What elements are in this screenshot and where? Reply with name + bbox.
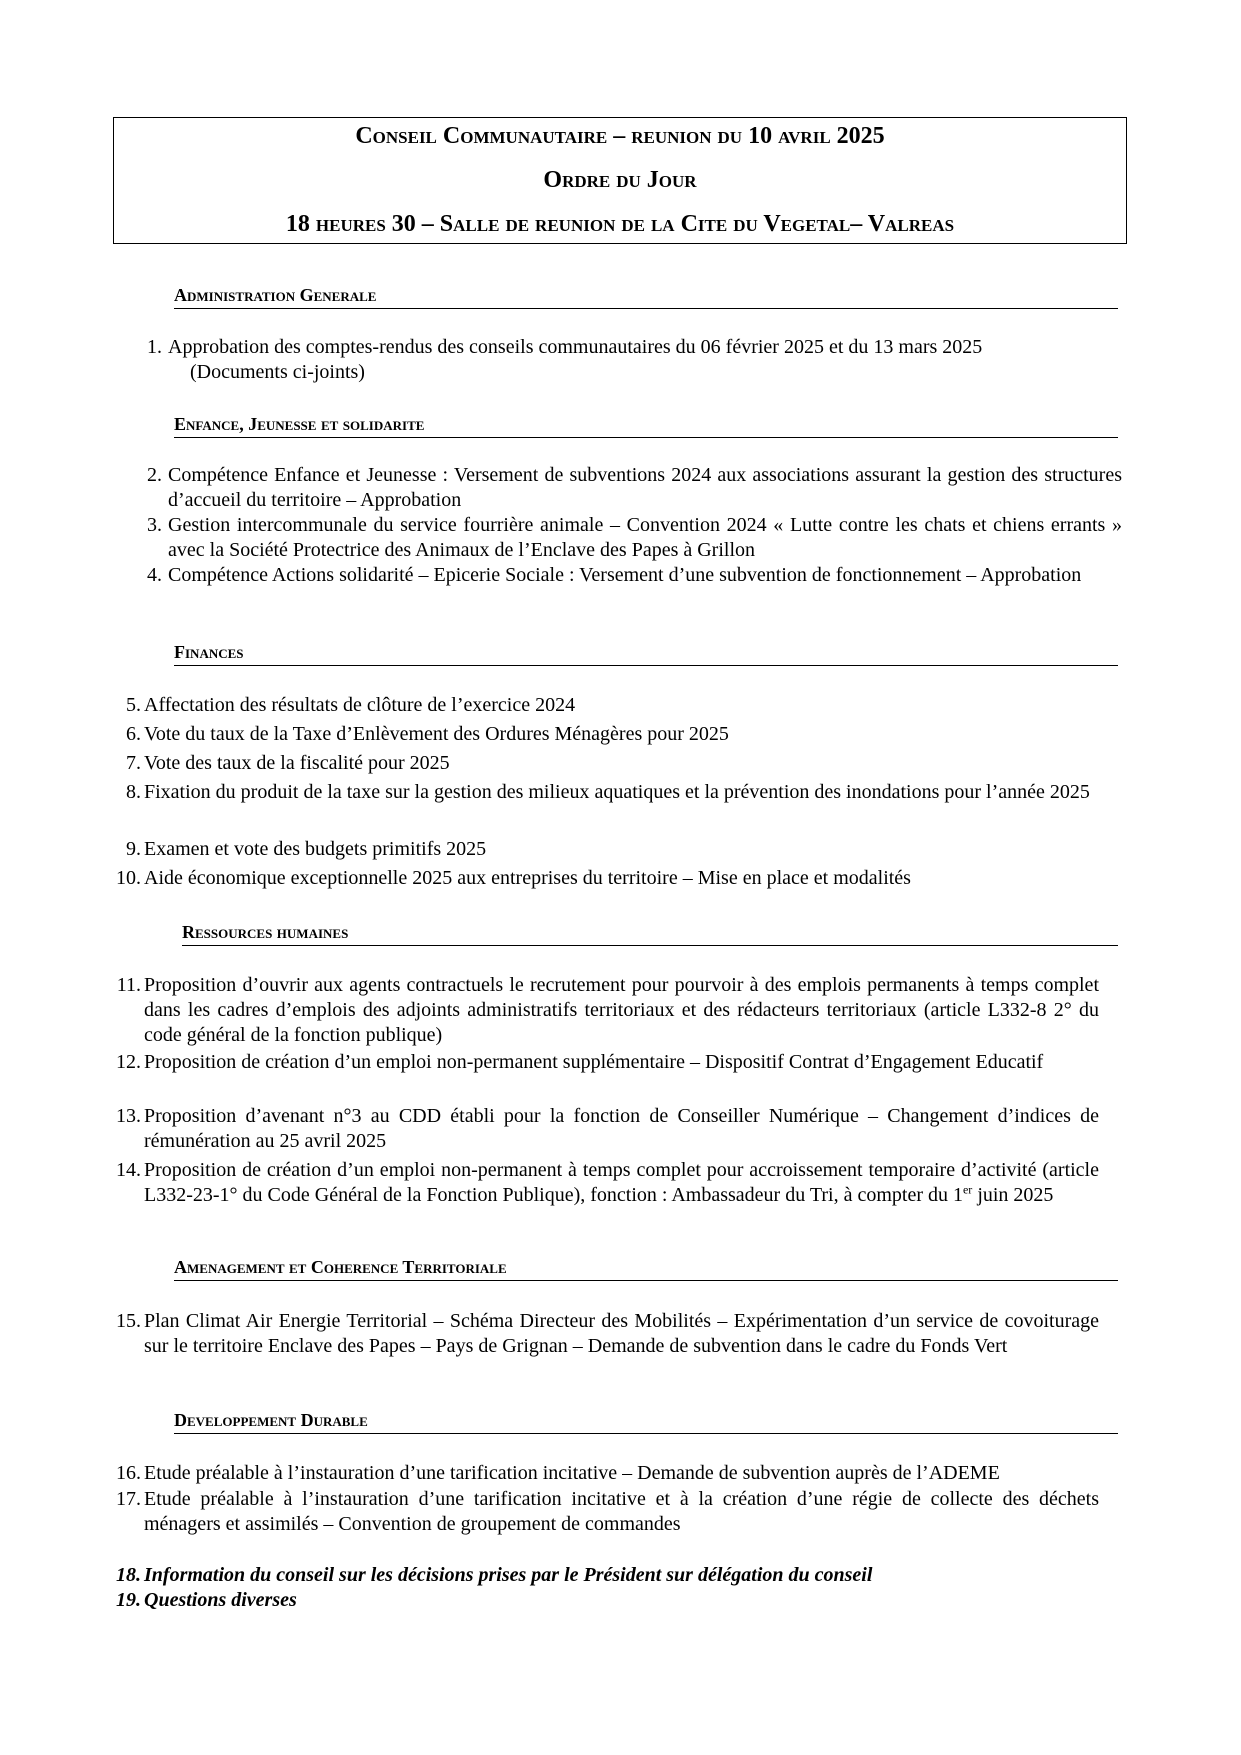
item-number: 13. [116,1105,141,1127]
item-text: Examen et vote des budgets primitifs 2025 [144,838,487,860]
item-text: Affectation des résultats de clôture de l’exercice 2024 [144,694,576,716]
item-text: Etude préalable à l’instauration d’une tarification incitative – Demande de subvention auprès de l’ADEME [144,1462,1000,1484]
item-text: Gestion intercommunale du service fourrière animale – Convention 2024 « Lutte contre les chats et chiens errants » avec la Société Protectrice des Animaux de l’Enclave des Papes à Grillon [168,514,1122,561]
item-text: Compétence Actions solidarité – Epicerie Sociale : Versement d’une subvention de fonctionnement – Approbation [168,564,1082,586]
section-title-enfance: Enfance, Jeunesse et solidarite [174,412,1118,438]
item-number: 14. [116,1159,141,1181]
item-text: Information du conseil sur les décisions prises par le Président sur délégation du conseil [144,1564,873,1586]
item-number: 5. [126,694,141,716]
item-number: 9. [126,838,141,860]
item-text: Questions diverses [144,1589,297,1611]
section-title-amenagement: Amenagement et Coherence Territoriale [174,1255,1118,1281]
section-title-rh: Ressources humaines [182,920,1118,946]
item-number: 8. [126,781,141,803]
item-text: Proposition de création d’un emploi non-permanent à temps complet pour accroissement temporaire d’activité (article L332-23-1° du Code Général de la Fonction Publique), fonction : Ambassadeur du Tri, à compter du 1er juin 2025 [144,1159,1099,1206]
item-number: 4. [147,564,162,586]
item-text: Proposition de création d’un emploi non-permanent supplémentaire – Dispositif Contrat d’Engagement Educatif [144,1051,1044,1073]
section-title-administration: Administration Generale [174,283,1118,309]
agenda-title: Ordre du Jour [543,167,697,193]
agenda-item-4 [132,563,1122,613]
item-number: 10. [116,867,141,889]
item-number: 2. [147,464,162,486]
section-title-dev-durable: Developpement Durable [174,1408,1118,1434]
item-number: 3. [147,514,162,536]
item-number: 15. [116,1310,141,1332]
item-text: Aide économique exceptionnelle 2025 aux entreprises du territoire – Mise en place et modalités [144,867,911,889]
item-text: Plan Climat Air Energie Territorial – Schéma Directeur des Mobilités – Expérimentation d’un service de covoiturage sur le territoire Enclave des Papes – Pays de Grignan – Demande de subvention dans le cadre du Fonds Vert [144,1310,1099,1357]
item-number: 19. [116,1589,141,1611]
item-number: 11. [116,974,141,996]
item-text: Proposition d’ouvrir aux agents contractuels le recrutement pour pourvoir à des emplois permanents à temps complet dans les cadres d’emplois des adjoints administratifs territoriaux et des rédacteurs territoriaux (article L332-8 2° du code général de la fonction publique) [144,974,1099,1046]
item-text: Approbation des comptes-rendus des conseils communautaires du 06 février 2025 et du 13 mars 2025 (Documents ci-joints) [168,336,983,383]
item-number: 12. [116,1051,141,1073]
item-number: 18. [116,1564,141,1586]
item-number: 16. [116,1462,141,1484]
item-text: Fixation du produit de la taxe sur la gestion des milieux aquatiques et la prévention des inondations pour l’année 2025 [144,781,1090,803]
item-text: Vote des taux de la fiscalité pour 2025 [144,752,450,774]
item-number: 7. [126,752,141,774]
item-text: Compétence Enfance et Jeunesse : Versement de subventions 2024 aux associations assurant la gestion des structures d’accueil du territoire – Approbation [168,464,1122,511]
agenda-item-2 [132,463,1122,513]
section-title-finances: Finances [174,640,1118,666]
agenda-item-1 [132,335,1122,385]
item-number: 17. [116,1488,141,1510]
item-text: Vote du taux de la Taxe d’Enlèvement des Ordures Ménagères pour 2025 [144,723,729,745]
header-box [113,117,1127,244]
item-text: Proposition d’avenant n°3 au CDD établi pour la fonction de Conseiller Numérique – Changement d’indices de rémunération au 25 avril 2025 [144,1105,1099,1152]
meeting-title: Conseil Communautaire – reunion du 10 avril 2025 [355,123,885,149]
item-number: 6. [126,723,141,745]
item-number: 1. [147,336,162,358]
agenda-item-3 [132,513,1122,563]
item-text: Etude préalable à l’instauration d’une tarification incitative et à la création d’une régie de collecte des déchets ménagers et assimilés – Convention de groupement de commandes [144,1488,1099,1535]
meeting-location: 18 heures 30 – Salle de reunion de la Cite du Vegetal– Valreas [285,211,955,237]
